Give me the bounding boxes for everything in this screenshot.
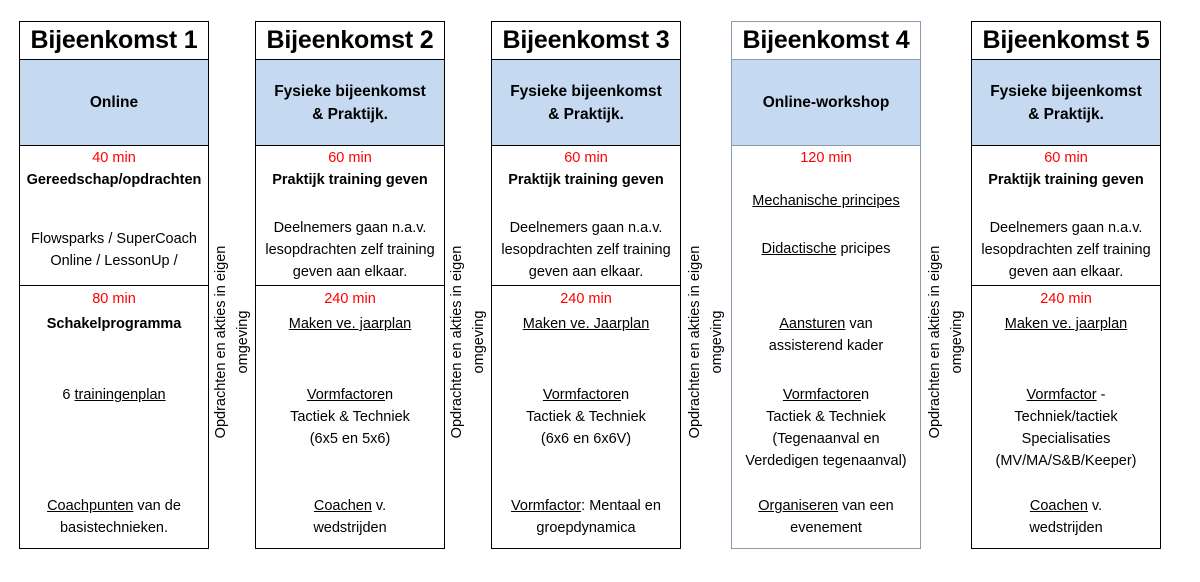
part-heading: Praktijk training geven (988, 172, 1144, 188)
session-card-1 (19, 21, 209, 549)
duration-label: 80 min (92, 291, 136, 307)
description-line: Online / LessonUp / (50, 253, 178, 269)
topic-item-cont: wedstrijden (313, 520, 387, 536)
duration-label: 60 min (564, 150, 608, 166)
topic-item-cont: (6x5 en 5x6) (309, 431, 391, 447)
session-title: Bijeenkomst 1 (20, 22, 208, 60)
description-line: Deelnemers gaan n.a.v. (273, 220, 427, 236)
session-type: Fysieke bijeenkomst & Praktijk. (492, 60, 680, 146)
between-sessions-label (684, 222, 728, 462)
topic-item-cont: (MV/MA/S&B/Keeper) (995, 453, 1137, 469)
part-heading: Gereedschap/opdrachten (26, 172, 202, 188)
duration-label: 240 min (324, 291, 376, 307)
topic-item: 6 trainingenplan (62, 387, 166, 403)
topic-item-cont: evenement (790, 520, 862, 536)
topic-item-cont: assisterend kader (768, 338, 884, 354)
duration-label: 240 min (560, 291, 612, 307)
session-type: Fysieke bijeenkomst & Praktijk. (972, 60, 1160, 146)
topic-item: Mechanische principes (752, 193, 900, 209)
session-part-bottom (20, 286, 208, 550)
description-line: Flowsparks / SuperCoach (30, 231, 197, 247)
topic-item-cont: groepdynamica (536, 520, 636, 536)
session-part-bottom (256, 286, 444, 550)
duration-label: 240 min (1040, 291, 1092, 307)
session-part-top (20, 146, 208, 286)
topic-item-cont: Tactiek & Techniek (766, 409, 886, 425)
topic-item-cont: wedstrijden (1029, 520, 1103, 536)
description-line: Deelnemers gaan n.a.v. (509, 220, 663, 236)
session-part-top (972, 146, 1160, 286)
between-line-2: omgeving (709, 310, 725, 374)
session-title: Bijeenkomst 5 (972, 22, 1160, 60)
description-line: geven aan elkaar. (1008, 264, 1124, 280)
between-line-1: Opdrachten en akties in eigen (927, 245, 943, 439)
between-line-1: Opdrachten en akties in eigen (687, 245, 703, 439)
session-type: Fysieke bijeenkomst & Praktijk. (256, 60, 444, 146)
topic-item: Coachen v. (313, 498, 387, 514)
between-sessions-label (446, 222, 490, 462)
part-heading: Praktijk training geven (272, 172, 428, 188)
topic-item-cont: Specialisaties (1021, 431, 1111, 447)
topic-item: Vormfactoren (542, 387, 630, 403)
session-card-3 (491, 21, 681, 549)
topic-item-cont: Verdedigen tegenaanval) (745, 453, 907, 469)
topic-item: Vormfactor: Mentaal en (511, 498, 661, 514)
description-line: lesopdrachten zelf training (501, 242, 671, 258)
between-line-2: omgeving (235, 310, 251, 374)
topic-item: Vormfactor - (1026, 387, 1106, 403)
between-sessions-label (924, 222, 968, 462)
session-part-bottom (492, 286, 680, 550)
topic-item-cont: Tactiek & Techniek (290, 409, 410, 425)
session-title: Bijeenkomst 2 (256, 22, 444, 60)
description-line: geven aan elkaar. (528, 264, 644, 280)
between-line-2: omgeving (949, 310, 965, 374)
description-line: lesopdrachten zelf training (265, 242, 435, 258)
description-line: lesopdrachten zelf training (981, 242, 1151, 258)
topic-item: Vormfactoren (782, 387, 870, 403)
topic-item-cont: Techniek/tactiek (1014, 409, 1118, 425)
duration-label: 60 min (1044, 150, 1088, 166)
session-card-2 (255, 21, 445, 549)
topic-item-cont: Tactiek & Techniek (526, 409, 646, 425)
session-part-bottom (972, 286, 1160, 550)
session-title: Bijeenkomst 3 (492, 22, 680, 60)
between-line-2: omgeving (471, 310, 487, 374)
topic-item: Maken ve. jaarplan (288, 316, 412, 332)
session-part-top (256, 146, 444, 286)
topic-item: Maken ve. Jaarplan (522, 316, 650, 332)
between-line-1: Opdrachten en akties in eigen (449, 245, 465, 439)
session-type: Online (20, 60, 208, 146)
topic-item-cont: basistechnieken. (59, 520, 168, 536)
session-part-bottom (732, 286, 920, 550)
duration-label: 40 min (92, 150, 136, 166)
session-card-5 (971, 21, 1161, 549)
session-part-top (492, 146, 680, 286)
duration-label: 120 min (800, 150, 852, 166)
topic-item: Aansturen van (779, 316, 873, 332)
duration-label: 60 min (328, 150, 372, 166)
part-heading: Schakelprogramma (46, 316, 182, 332)
topic-item: Maken ve. jaarplan (1004, 316, 1128, 332)
between-line-1: Opdrachten en akties in eigen (213, 245, 229, 439)
topic-item: Coachpunten van de (47, 498, 181, 514)
part-heading: Praktijk training geven (508, 172, 664, 188)
topic-item-cont: (6x6 en 6x6V) (540, 431, 632, 447)
topic-item: Vormfactoren (306, 387, 394, 403)
session-title: Bijeenkomst 4 (732, 22, 920, 60)
topic-item: Organiseren van een (758, 498, 894, 514)
description-line: geven aan elkaar. (292, 264, 408, 280)
description-line: Deelnemers gaan n.a.v. (989, 220, 1143, 236)
between-sessions-label (210, 222, 254, 462)
topic-item: Coachen v. (1029, 498, 1103, 514)
session-part-top (732, 146, 920, 286)
topic-item-cont: (Tegenaanval en (772, 431, 880, 447)
topic-item: Didactische pricipes (761, 241, 891, 257)
session-card-4 (731, 21, 921, 549)
session-type: Online-workshop (732, 60, 920, 146)
